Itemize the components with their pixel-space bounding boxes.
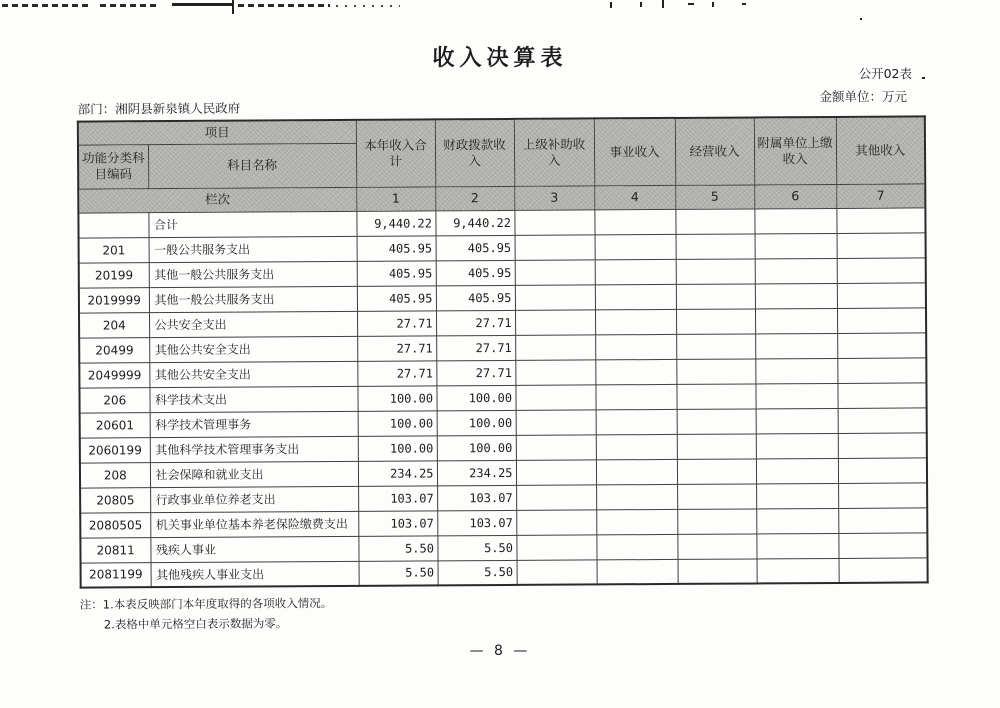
- value-cell: 27.71: [436, 335, 515, 360]
- subject-name-cell: 公共安全支出: [149, 311, 357, 337]
- value-cell: 100.00: [436, 385, 515, 410]
- header-name-label: 科目名称: [148, 143, 356, 188]
- scan-artifact: [860, 18, 862, 20]
- value-cell: [514, 209, 594, 234]
- value-cell: [837, 382, 926, 408]
- scan-artifact: [336, 5, 400, 7]
- value-cell: [755, 383, 837, 409]
- value-cell: [516, 509, 596, 534]
- value-cell: [595, 384, 676, 409]
- value-cell: 405.95: [436, 235, 515, 260]
- value-cell: 100.00: [358, 435, 437, 460]
- value-cell: [676, 308, 755, 333]
- value-cell: [676, 383, 755, 408]
- subject-code-cell: 206: [79, 387, 149, 412]
- value-cell: [755, 358, 837, 384]
- value-cell: [677, 458, 756, 483]
- value-cell: [516, 409, 596, 434]
- value-cell: [595, 259, 676, 284]
- value-cell: [515, 334, 595, 359]
- value-cell: [515, 259, 595, 284]
- subject-code-cell: 201: [79, 237, 149, 262]
- subject-code-cell: 2019999: [79, 287, 149, 312]
- value-cell: [676, 358, 755, 383]
- value-cell: [755, 258, 837, 284]
- value-cell: 405.95: [436, 260, 515, 285]
- value-cell: 103.07: [358, 485, 437, 510]
- scan-artifact: [640, 2, 642, 7]
- value-cell: 100.00: [437, 435, 516, 460]
- subject-code-cell: 20499: [79, 337, 149, 362]
- value-cell: [756, 533, 838, 559]
- value-cell: 100.00: [357, 385, 436, 410]
- scan-artifact: [172, 3, 232, 6]
- value-cell: 405.95: [357, 285, 436, 310]
- footnote-line: 注：1.本表反映部门本年度取得的各项收入情况。: [79, 596, 333, 612]
- scan-artifact: [238, 4, 330, 7]
- value-cell: [595, 284, 676, 309]
- scan-artifact: [922, 77, 925, 79]
- value-cell: 5.50: [438, 560, 517, 585]
- value-cell: 100.00: [437, 410, 516, 435]
- value-cell: [677, 408, 756, 433]
- subject-name-cell: 其他一般公共服务支出: [149, 286, 357, 312]
- value-cell: [676, 333, 755, 358]
- value-cell: 9,440.22: [435, 210, 514, 235]
- value-cell: [676, 258, 755, 283]
- value-cell: [515, 234, 595, 259]
- value-cell: [677, 433, 756, 458]
- value-cell: [677, 508, 756, 533]
- subject-name-cell: 一般公共服务支出: [149, 236, 357, 262]
- lanci-label: 栏次: [78, 187, 356, 213]
- subject-name-cell: 社会保障和就业支出: [150, 461, 358, 487]
- column-number: 6: [754, 184, 836, 209]
- column-number: 5: [675, 184, 754, 208]
- value-cell: [677, 483, 756, 508]
- value-cell: [516, 434, 596, 459]
- value-cell: [597, 559, 678, 584]
- value-cell: 27.71: [357, 335, 436, 360]
- subject-name-cell: 机关事业单位基本养老保险缴费支出: [150, 511, 358, 537]
- value-cell: [838, 507, 927, 533]
- subject-name-cell: 其他科学技术管理事务支出: [150, 436, 358, 462]
- value-cell: [837, 257, 926, 283]
- column-number: 7: [836, 183, 925, 208]
- value-cell: [596, 534, 677, 559]
- department-label: 部门：湘阴县新泉镇人民政府: [77, 100, 241, 117]
- scan-artifact: [100, 4, 160, 7]
- value-cell: [837, 357, 926, 383]
- value-cell: [836, 207, 925, 233]
- header-col-fiscal-grant: 财政拨款收入: [435, 119, 514, 186]
- value-cell: 234.25: [437, 460, 516, 485]
- subject-name-cell: 其他公共安全支出: [149, 336, 357, 362]
- value-cell: [594, 209, 675, 234]
- page-title: 收入决算表: [432, 46, 568, 71]
- value-cell: [596, 434, 677, 459]
- value-cell: 5.50: [358, 535, 437, 560]
- subject-name-cell: 科学技术管理事务: [150, 411, 358, 437]
- value-cell: [838, 432, 927, 458]
- value-cell: 27.71: [436, 310, 515, 335]
- value-cell: 27.71: [357, 360, 436, 385]
- value-cell: [838, 407, 927, 433]
- table-block: [77, 94, 928, 634]
- subject-name-cell: 科学技术支出: [149, 386, 357, 412]
- value-cell: [755, 308, 837, 334]
- value-cell: [755, 333, 837, 359]
- column-number: 3: [514, 185, 594, 209]
- column-number: 4: [594, 185, 675, 209]
- subject-name-cell: 残疾人事业: [150, 536, 358, 562]
- header-col-institution-income: 事业收入: [594, 118, 675, 185]
- value-cell: [756, 508, 838, 534]
- value-cell: 5.50: [437, 535, 516, 560]
- value-cell: 27.71: [436, 360, 515, 385]
- value-cell: [515, 284, 595, 309]
- header-row-project: [78, 116, 925, 144]
- value-cell: [515, 384, 595, 409]
- header-col-other-income: 其他收入: [836, 116, 925, 184]
- header-col-affiliate-remit: 附属单位上缴收入: [754, 117, 836, 184]
- value-cell: 234.25: [358, 460, 437, 485]
- subject-name-cell: 其他公共安全支出: [149, 361, 357, 387]
- table-row: [81, 557, 928, 587]
- unit-label: 金额单位：万元: [819, 89, 907, 104]
- value-cell: 5.50: [359, 560, 438, 585]
- scan-artifact: [2, 4, 88, 7]
- value-cell: [838, 482, 927, 508]
- value-cell: 405.95: [357, 235, 436, 260]
- subject-code-cell: 2049999: [79, 362, 149, 387]
- header-code-label: 功能分类科目编码: [78, 144, 148, 188]
- header-col-superior-subsidy: 上级补助收入: [514, 118, 594, 185]
- value-cell: [837, 332, 926, 358]
- column-number: 1: [356, 186, 435, 210]
- value-cell: [595, 334, 676, 359]
- value-cell: [838, 532, 927, 558]
- value-cell: [675, 208, 754, 233]
- footnotes: [80, 590, 928, 634]
- value-cell: [678, 558, 757, 583]
- scan-artifact: [712, 2, 714, 7]
- value-cell: [838, 457, 927, 483]
- subject-name-cell: 合计: [148, 211, 356, 237]
- subject-code-cell: 2081199: [81, 562, 151, 587]
- subject-code-cell: 2060199: [80, 437, 150, 462]
- value-cell: [755, 233, 837, 259]
- value-cell: [837, 282, 926, 308]
- scan-artifact: [662, 0, 664, 8]
- value-cell: 9,440.22: [356, 210, 435, 235]
- value-cell: [677, 533, 756, 558]
- scan-artifact: [610, 2, 612, 8]
- subject-code-cell: [78, 212, 148, 237]
- value-cell: [756, 433, 838, 459]
- value-cell: 100.00: [358, 410, 437, 435]
- value-cell: [676, 283, 755, 308]
- value-cell: [756, 408, 838, 434]
- subject-code-cell: 208: [80, 462, 150, 487]
- scan-artifact: [742, 3, 746, 5]
- subject-code-cell: 20805: [80, 487, 150, 512]
- subject-name-cell: 其他残疾人事业支出: [151, 561, 359, 587]
- value-cell: [754, 208, 836, 234]
- scan-artifact: [688, 3, 694, 5]
- footnote-line: 2.表格中单元格空白表示数据为零。: [103, 615, 288, 631]
- value-cell: [516, 459, 596, 484]
- column-number: 2: [435, 186, 514, 210]
- subject-code-cell: 20811: [80, 537, 150, 562]
- value-cell: [515, 309, 595, 334]
- value-cell: 103.07: [358, 510, 437, 535]
- value-cell: [515, 359, 595, 384]
- subject-code-cell: 204: [79, 312, 149, 337]
- subject-code-cell: 20601: [80, 412, 150, 437]
- page-number: — 8 —: [469, 643, 531, 659]
- value-cell: [595, 309, 676, 334]
- subject-name-cell: 其他一般公共服务支出: [149, 261, 357, 287]
- subject-code-cell: 2080505: [80, 512, 150, 537]
- income-final-accounts-table: [77, 115, 929, 588]
- value-cell: 405.95: [436, 285, 515, 310]
- value-cell: [756, 458, 838, 484]
- value-cell: [595, 234, 676, 259]
- value-cell: [516, 534, 596, 559]
- value-cell: 103.07: [437, 510, 516, 535]
- value-cell: [676, 233, 755, 258]
- value-cell: [757, 558, 839, 584]
- value-cell: [596, 409, 677, 434]
- value-cell: [837, 307, 926, 333]
- header-project: 项目: [78, 120, 356, 145]
- value-cell: 405.95: [357, 260, 436, 285]
- subject-name-cell: 行政事业单位养老支出: [150, 486, 358, 512]
- value-cell: [596, 509, 677, 534]
- subject-code-cell: 20199: [79, 262, 149, 287]
- value-cell: [756, 483, 838, 509]
- scan-artifact: [232, 0, 234, 14]
- value-cell: [596, 459, 677, 484]
- value-cell: [755, 283, 837, 309]
- value-cell: 27.71: [357, 310, 436, 335]
- value-cell: [516, 484, 596, 509]
- value-cell: [596, 484, 677, 509]
- value-cell: [837, 232, 926, 258]
- value-cell: [839, 557, 928, 583]
- value-cell: [517, 559, 597, 584]
- header-col-operating-income: 经营收入: [675, 117, 754, 184]
- form-code-label: 公开02表: [858, 66, 912, 81]
- value-cell: [595, 359, 676, 384]
- value-cell: 103.07: [437, 485, 516, 510]
- header-col-annual-total: 本年收入合计: [356, 119, 435, 186]
